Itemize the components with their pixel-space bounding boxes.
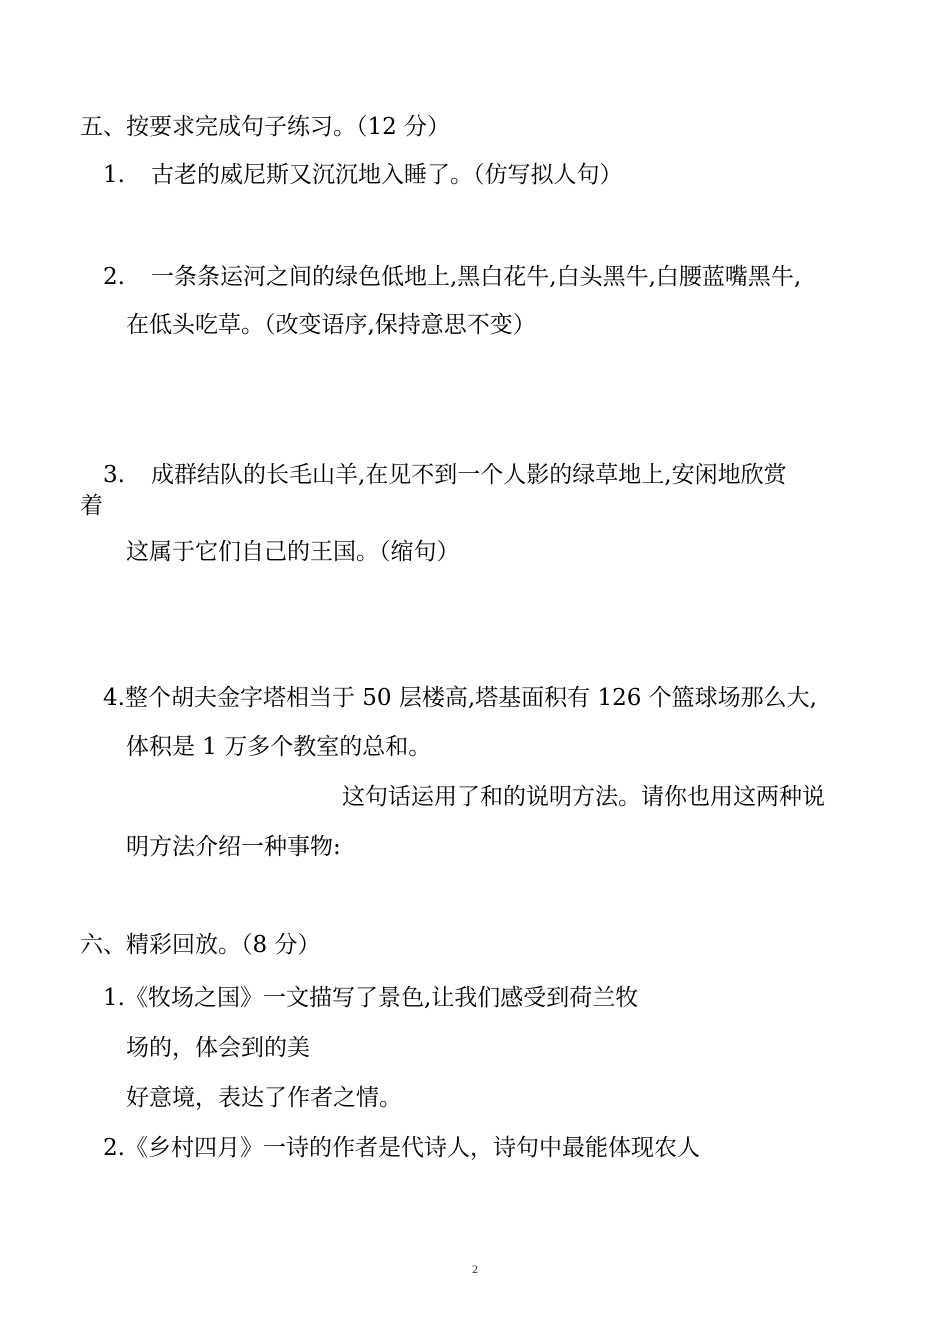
question-number: 4. — [103, 685, 125, 711]
question-text: 整个胡夫金字塔相当于 50 层楼高,塔基面积有 126 个篮球场那么大, — [124, 685, 817, 711]
question-5-3-line-2: 这属于它们自己的王国。（缩句） — [126, 539, 460, 565]
section-5-heading: 五、按要求完成句子练习。（12 分） — [80, 114, 451, 140]
question-text: 《牧场之国》一文描写了景色,让我们感受到荷兰牧 — [124, 985, 639, 1011]
question-5-4-line-3: 这句话运用了和的说明方法。请你也用这两种说 — [342, 784, 825, 810]
question-6-1-line-2: 场的，体会到的美 — [126, 1035, 310, 1061]
question-number: 1. — [103, 985, 125, 1011]
question-5-3-line-1 — [103, 460, 787, 490]
question-5-3-wrap: 着 — [80, 493, 103, 519]
question-text: 成群结队的长毛山羊,在见不到一个人影的绿草地上,安闲地欣赏 — [150, 462, 787, 488]
question-number: 1. — [103, 162, 125, 188]
question-text: 《乡村四月》一诗的作者是代诗人，诗句中最能体现农人 — [124, 1135, 700, 1161]
question-5-2-line-2: 在低头吃草。（改变语序,保持意思不变） — [126, 312, 536, 338]
section-6-heading: 六、精彩回放。（8 分） — [80, 932, 321, 958]
question-6-1-line-1 — [103, 983, 638, 1013]
page-number: 2 — [472, 1262, 478, 1276]
question-number: 2. — [103, 264, 125, 290]
question-text: 一条条运河之间的绿色低地上,黑白花牛,白头黑牛,白腰蓝嘴黑牛, — [150, 264, 802, 290]
question-5-2-line-1 — [103, 262, 801, 292]
question-6-2-line-1 — [103, 1133, 700, 1163]
question-number: 2. — [103, 1135, 125, 1161]
question-6-1-line-3: 好意境，表达了作者之情。 — [126, 1085, 402, 1111]
question-5-4-line-2: 体积是 1 万多个教室的总和。 — [126, 734, 432, 760]
question-5-4-line-1 — [103, 683, 817, 713]
question-5-1 — [103, 160, 622, 190]
question-5-4-line-4: 明方法介绍一种事物: — [126, 834, 341, 860]
question-text: 古老的威尼斯又沉沉地入睡了。（仿写拟人句） — [150, 162, 623, 188]
question-number: 3. — [103, 462, 125, 488]
